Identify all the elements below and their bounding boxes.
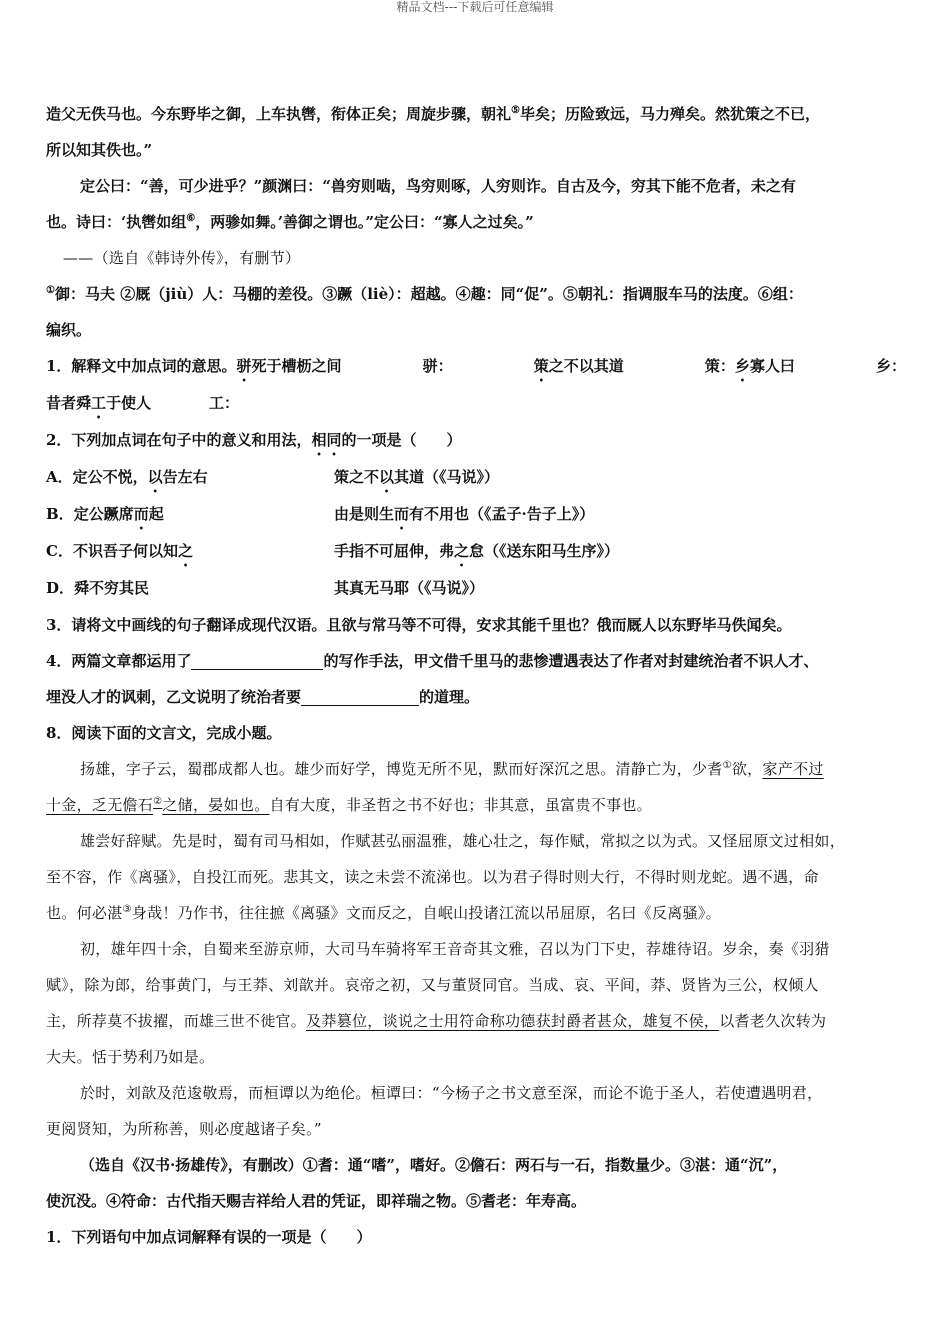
passage-line: 於时，刘歆及范逡敬焉，而桓谭以为绝伦。桓谭曰：“今杨子之书文意至深，而论不诡于圣人，若使遭遇明君， [80,1084,823,1102]
question-8-heading: 8．阅读下面的文言文，完成小题。 [46,724,282,742]
q1-part: 策之不以其道 [533,357,624,375]
source-notes: （选自《汉书·扬雄传》，有删改）①耆：通“嗜”，嗜好。②儋石：两石与一石，指数量少。③湛：通“沉”， [80,1156,788,1174]
passage-line [46,204,906,240]
option-right-sentence: 由是则生而有不用也（《孟子·告子上》） [334,505,595,523]
passage-line: 十金，乏无儋石②之储，晏如也。自有大度，非圣哲之书不好也；非其意，虽富贵不事也。 [46,796,652,814]
question-2-stem: 2．下列加点词在句子中的意义和用法，相同的一项是（ ） [46,431,462,449]
option-right-sentence: 手指不可屈伸，弗之怠（《送东阳马生序》） [334,542,620,560]
text: 御：马夫 ②厩（jiù）人：马棚的差役。③蹶（liè）：超越。④趣：同“促”。⑤朝礼：指调服车马的法度。⑥组： [54,285,803,303]
option-right-sentence: 其真无马耶（《马说》） [334,579,485,597]
source-notes: 使沉没。④符命：古代指天赐吉祥给人君的凭证，即祥瑞之物。⑤耆老：年寿高。 [46,1192,587,1210]
page-header: 精品文档---下载后可任意编辑 [396,0,554,14]
source-citation: ——（选自《韩诗外传》，有删节） [63,249,301,267]
underlined-sentence: 十金，乏无儋石 [46,796,154,814]
passage-line: 主，所荐莫不拔擢，而雄三世不徙官。及莽篡位，谈说之士用符命称功德获封爵者甚众，雄复不侯，以耆老久次转为 [46,1012,827,1030]
answer-blank[interactable] [191,649,323,670]
q2-option-a[interactable] [46,459,906,496]
q1-answer-slot: 工： [209,394,240,412]
passage-line: 所以知其佚也。” [46,141,153,159]
option-left-sentence: A．定公不悦，以告左右 [46,468,208,486]
question-4-cont: 埋没人才的讽刺，乙文说明了统治者要 的道理。 [46,679,906,715]
q1-answer-slot: 骈： [422,357,453,375]
footnote-marker: ② [153,796,163,807]
passage-line: 至不容，作《离骚》，自投江而死。悲其文，读之未尝不流涕也。以为君子得时则大行，不得时则龙蛇。遇不遇，命 [46,868,819,886]
footnote-marker: ⑥ [186,213,196,224]
footnote-marker: ① [722,760,732,771]
notes-line: 编织。 [46,321,92,339]
yang-xiong-passage [46,751,906,1147]
passage-line [46,96,906,132]
question-3: 3．请将文中画线的句子翻译成现代汉语。且欲与常马等不可得，安求其能千里也？俄而厩人以东野毕马佚闻矣。 [46,616,792,634]
text: 也。诗曰：‘执辔如组 [46,213,187,231]
question-1-next: 1．下列语句中加点词解释有误的一项是（ ） [46,1228,372,1246]
footnote-marker: ① [46,285,55,296]
q2-option-d[interactable] [46,570,906,607]
text: 造父无佚马也。今东野毕之御，上车执辔，衔体正矣；周旋步骤，朝礼 [46,105,512,123]
q1-answer-slot: 乡： [875,357,906,375]
option-left-sentence: D．舜不穷其民 [46,579,150,597]
question-2-options [46,459,906,607]
underlined-sentence: 及莽篡位，谈说之士用符命称功德获封爵者甚众，雄复不侯， [306,1012,720,1030]
underlined-sentence: 之储，晏如也。 [162,796,270,814]
passage-line: 扬雄，字子云，蜀郡成都人也。雄少而好学，博览无所不见，默而好深沉之思。清静亡为，少耆①欲，家产不过 [80,760,824,778]
option-left-sentence: C．不识吾子何以知之 [46,542,193,560]
answer-blank[interactable] [301,685,419,706]
passage-line: 也。何必湛③身哉！乃作书，往往摭《离骚》文而反之，自岷山投诸江流以吊屈原，名曰《反离骚》。 [46,904,721,922]
notes-line [46,276,906,312]
passage-line: 更阅贤知，为所称善，则必度越诸子矣。” [46,1120,322,1138]
q2-option-b[interactable] [46,496,906,533]
question-1-cont: 昔者舜工于使人 工： [46,394,240,412]
passage-line: 赋》，除为郎，给事黄门，与王莽、刘歆并。哀帝之初，又与董贤同官。当成、哀、平间，莽、贤皆为三公，权倾人 [46,976,819,994]
passage-line: 大夫。恬于势利乃如是。 [46,1048,215,1066]
passage-line: 初，雄年四十余，自蜀来至游京师，大司马车骑将军王音奇其文雅，召以为门下史，荐雄待诏。岁余，奏《羽猎 [80,940,830,958]
q1-answer-slot: 策：乡寡人曰 [704,357,795,375]
passage-line: 雄尝好辞赋。先是时，蜀有司马相如，作赋甚弘丽温雅，雄心壮之，每作赋，常拟之以为式。又怪屈原文过相如， [80,832,846,850]
text: 毕矣；历险致远，马力殚矣。然犹策之不已， [519,105,820,123]
underlined-sentence: 家产不过 [762,760,824,778]
passage-line: 定公曰：“善，可少进乎？”颜渊曰：“兽穷则啮，鸟穷则啄，人穷则诈。自古及今，穷其下能不危者，未之有 [80,177,796,195]
footnote-marker: ⑤ [511,105,520,116]
option-left-sentence: B．定公蹶席而起 [46,505,164,523]
option-right-sentence: 策之不以其道（《马说》） [334,468,500,486]
text: ，两骖如舞。’善御之谓也。”定公曰：“寡人之过矣。” [195,213,534,231]
question-4: 4．两篇文章都运用了 的写作手法，甲文借千里马的悲惨遭遇表达了作者对封建统治者不识人才、 [46,643,906,679]
document-body [46,96,906,1255]
q1-part: 1．解释文中加点词的意思。骈死于槽枥之间 [46,357,342,375]
q2-option-c[interactable] [46,533,906,570]
question-1 [46,348,906,385]
footnote-marker: ③ [122,904,132,915]
